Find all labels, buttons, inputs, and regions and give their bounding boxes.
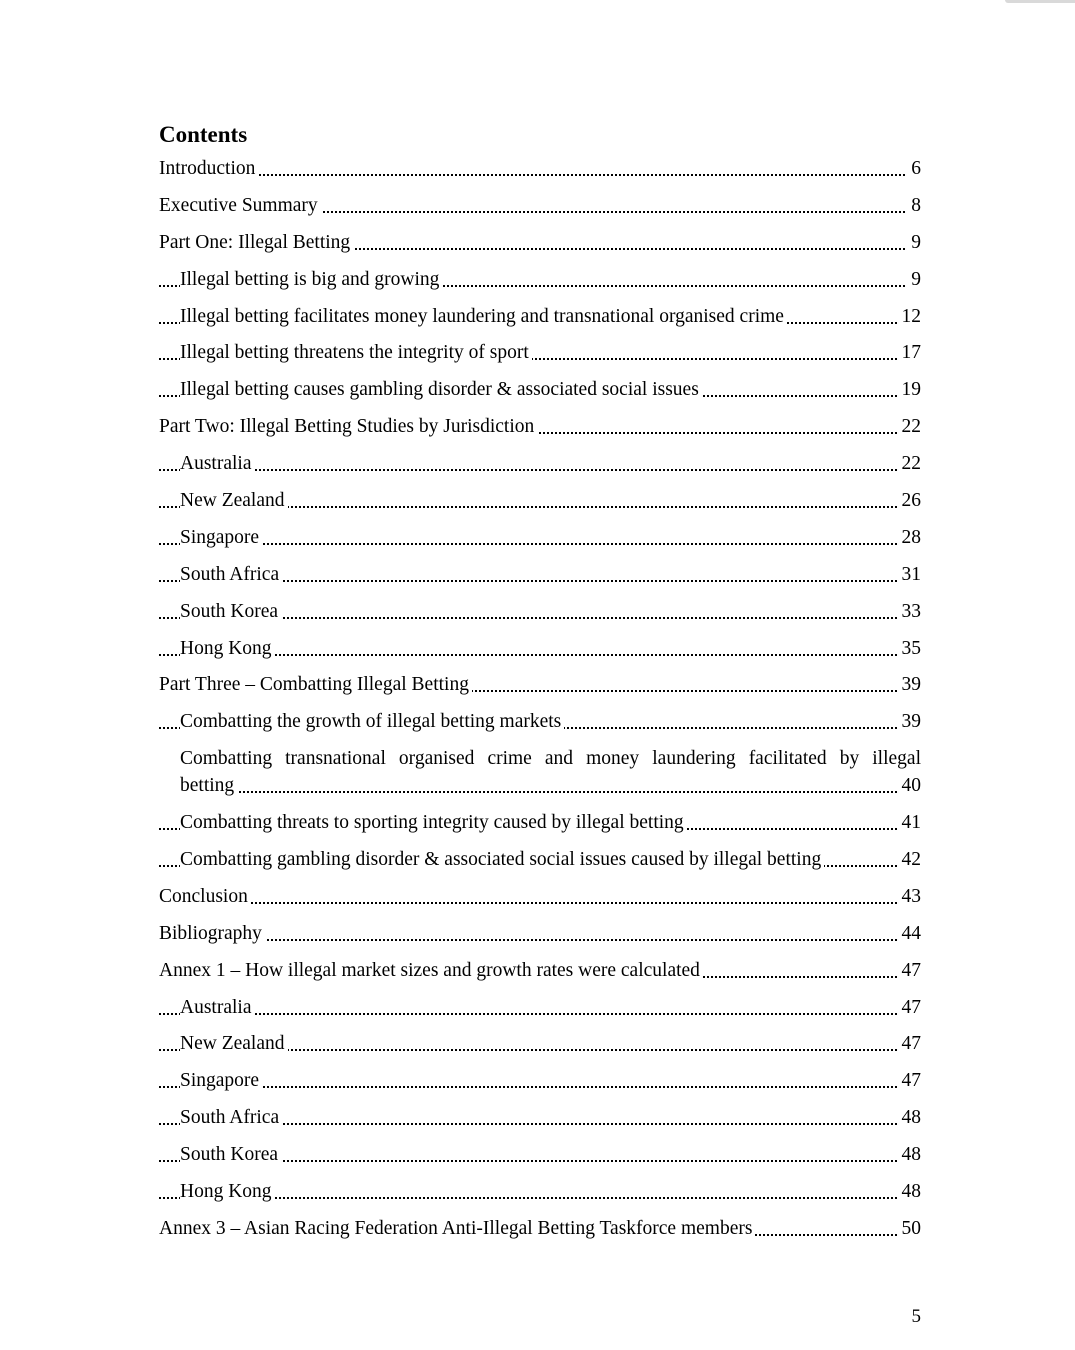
toc-entry-title: Part Three – Combatting Illegal Betting (159, 674, 472, 695)
toc-entry-singapore[interactable] (159, 524, 921, 551)
toc-entry-title: Hong Kong (180, 638, 275, 659)
toc-entry-title: New Zealand (180, 1033, 288, 1054)
toc-entry-page: 31 (897, 561, 922, 588)
toc-entry-line2 (180, 772, 921, 799)
toc-entry-annex-hong-kong[interactable] (159, 1178, 921, 1205)
toc-entry-page: 47 (897, 957, 922, 984)
toc-entry-title: Conclusion (159, 886, 251, 907)
toc-entry-big-and-growing[interactable] (159, 266, 921, 293)
toc-entry-page: 47 (897, 994, 922, 1021)
dot-leader (159, 1086, 921, 1088)
toc-entry-title: Bibliography (159, 923, 265, 944)
toc-entry-australia[interactable] (159, 450, 921, 477)
toc-entry-conclusion[interactable] (159, 883, 921, 910)
toc-entry-page: 28 (897, 524, 922, 551)
toc-entry-page: 19 (897, 376, 922, 403)
toc-entry-title: New Zealand (180, 490, 288, 511)
toc-entry-title: Illegal betting causes gambling disorder & associated social issues (180, 379, 702, 400)
toc-entry-south-korea[interactable] (159, 598, 921, 625)
toc-entry-title: Introduction (159, 158, 258, 179)
toc-entry-title: South Korea (180, 1144, 281, 1165)
dot-leader (159, 174, 921, 176)
toc-entry-page: 39 (897, 708, 922, 735)
toc-entry-title: Part One: Illegal Betting (159, 232, 353, 253)
dot-leader (159, 902, 921, 904)
toc-entry-title: Hong Kong (180, 1181, 275, 1202)
toc-entry-page: 44 (897, 920, 922, 947)
toc-entry-page: 6 (906, 155, 921, 182)
toc-entry-title: Illegal betting facilitates money laundering and transnational organised crime (180, 306, 787, 327)
toc-entry-page: 8 (906, 192, 921, 219)
dot-leader (159, 469, 921, 471)
toc-entry-integrity-of-sport[interactable] (159, 339, 921, 366)
toc-entry-title: Illegal betting is big and growing (180, 269, 442, 290)
dot-leader (180, 791, 921, 793)
toc-entry-money-laundering[interactable] (159, 303, 921, 330)
toc-entry-page: 12 (897, 303, 922, 330)
toc-entry-title: South Korea (180, 601, 281, 622)
toc-entry-page: 43 (897, 883, 922, 910)
dot-leader (159, 1013, 921, 1015)
toc-entry-title-line2: betting (180, 772, 237, 799)
toc-entry-title: South Africa (180, 564, 282, 585)
toc-entry-page: 50 (897, 1215, 922, 1242)
toc-entry-title: South Africa (180, 1107, 282, 1128)
toc-entry-south-africa[interactable] (159, 561, 921, 588)
toc-entry-page: 48 (897, 1178, 922, 1205)
toc-entry-annex-singapore[interactable] (159, 1067, 921, 1094)
toc-entry-page: 22 (897, 450, 922, 477)
dot-leader (159, 939, 921, 941)
toc-entry-title: Combatting the growth of illegal betting markets (180, 711, 564, 732)
toc-entry-new-zealand[interactable] (159, 487, 921, 514)
toc-entry-page: 48 (897, 1104, 922, 1131)
toc-entry-combatting-integrity[interactable] (159, 809, 921, 836)
toc-entry-page: 35 (897, 635, 922, 662)
toc-entry-page: 17 (897, 339, 922, 366)
toc-entry-page: 42 (897, 846, 922, 873)
toc-entry-annex-new-zealand[interactable] (159, 1030, 921, 1057)
toc-entry-title: Illegal betting threatens the integrity of sport (180, 342, 532, 363)
toc-entry-page: 40 (897, 772, 922, 799)
toc-entry-executive-summary[interactable] (159, 192, 921, 219)
dot-leader (159, 543, 921, 545)
toc-entry-page: 9 (906, 266, 921, 293)
toc-entry-title-line1: Combatting transnational organised crime and money laundering facilitated by illegal (180, 745, 921, 772)
toc-entry-page: 33 (897, 598, 922, 625)
toc-entry-hong-kong[interactable] (159, 635, 921, 662)
toc-entry-title: Combatting gambling disorder & associated social issues caused by illegal betting (180, 849, 824, 870)
toc-entry-page: 39 (897, 671, 922, 698)
toc-entry-page: 47 (897, 1030, 922, 1057)
toc-entry-title: Executive Summary (159, 195, 321, 216)
toc-entry-title: Annex 1 – How illegal market sizes and growth rates were calculated (159, 960, 703, 981)
toc-entry-annex-south-africa[interactable] (159, 1104, 921, 1131)
toc-entry-annex-1[interactable] (159, 957, 921, 984)
table-of-contents (159, 155, 921, 1252)
toc-entry-annex-3[interactable] (159, 1215, 921, 1242)
toc-entry-annex-south-korea[interactable] (159, 1141, 921, 1168)
toc-entry-page: 22 (897, 413, 922, 440)
toc-entry-combatting-organised-crime[interactable] (159, 745, 921, 799)
toc-entry-annex-australia[interactable] (159, 994, 921, 1021)
toc-entry-combatting-gambling-disorder[interactable] (159, 846, 921, 873)
toc-entry-gambling-disorder[interactable] (159, 376, 921, 403)
toc-entry-bibliography[interactable] (159, 920, 921, 947)
toc-entry-title: Annex 3 – Asian Racing Federation Anti-Illegal Betting Taskforce members (159, 1218, 755, 1239)
toc-entry-title: Australia (180, 997, 254, 1018)
toc-entry-part-two[interactable] (159, 413, 921, 440)
page-number: 5 (911, 1306, 921, 1327)
toc-entry-page: 41 (897, 809, 922, 836)
toc-entry-page: 47 (897, 1067, 922, 1094)
toc-entry-title: Singapore (180, 1070, 262, 1091)
toc-entry-part-three[interactable] (159, 671, 921, 698)
toc-entry-title: Combatting threats to sporting integrity caused by illegal betting (180, 812, 687, 833)
contents-heading: Contents (159, 122, 248, 147)
toc-entry-title: Part Two: Illegal Betting Studies by Jurisdiction (159, 416, 537, 437)
toc-entry-introduction[interactable] (159, 155, 921, 182)
toc-entry-title: Singapore (180, 527, 262, 548)
toc-entry-title: Australia (180, 453, 254, 474)
toc-entry-page: 26 (897, 487, 922, 514)
toc-entry-combatting-growth[interactable] (159, 708, 921, 735)
toc-entry-page: 9 (906, 229, 921, 256)
scroll-corner-shadow (1005, 0, 1075, 3)
toc-entry-part-one[interactable] (159, 229, 921, 256)
toc-entry-page: 48 (897, 1141, 922, 1168)
